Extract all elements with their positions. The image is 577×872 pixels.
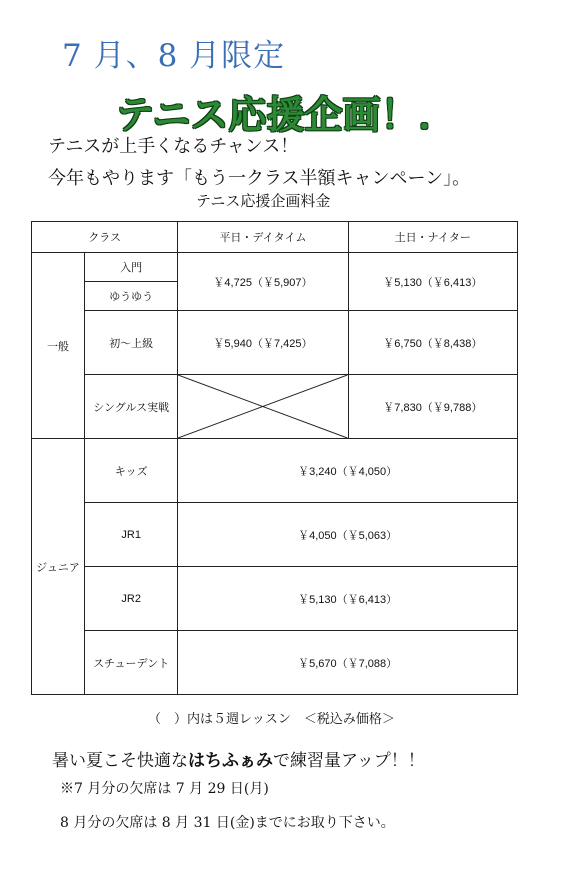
header-class: クラス bbox=[32, 222, 178, 253]
table-row bbox=[32, 631, 518, 695]
table-row bbox=[32, 439, 518, 503]
price-singles-night: ￥7,830（￥9,788） bbox=[348, 375, 517, 439]
table-row bbox=[32, 503, 518, 567]
price-jr1: ￥4,050（￥5,063） bbox=[178, 503, 518, 567]
table-note: （ ）内は５週レッスン ＜税込み価格＞ bbox=[148, 712, 395, 727]
headline: テニス応援企画！． bbox=[116, 92, 457, 137]
header-weekend-night: 土日・ナイター bbox=[348, 222, 517, 253]
class-jr1: JR1 bbox=[85, 503, 178, 567]
promo-brand: はちふぁみ bbox=[188, 751, 273, 771]
intro-line-2: 今年もやります「もう一クラス半額キャンペーン」。 bbox=[48, 168, 471, 189]
class-nyumon: 入門 bbox=[85, 253, 178, 282]
class-kids: キッズ bbox=[85, 439, 178, 503]
absence-note-august: 8 月分の欠席は 8 月 31 日(金)までにお取り下さい。 bbox=[60, 815, 395, 831]
price-beginner-night: ￥5,130（￥6,413） bbox=[348, 253, 517, 311]
class-yuyu: ゆうゆう bbox=[85, 282, 178, 311]
price-kids: ￥3,240（￥4,050） bbox=[178, 439, 518, 503]
promo-line bbox=[52, 746, 425, 771]
table-caption: テニス応援企画料金 bbox=[196, 192, 331, 210]
heading-limited: 7 月、8 月限定 bbox=[62, 38, 286, 74]
intro-line-1: テニスが上手くなるチャンス！ bbox=[48, 136, 299, 157]
fee-table bbox=[31, 221, 518, 695]
class-jr2: JR2 bbox=[85, 567, 178, 631]
price-beginner-day: ￥4,725（￥5,907） bbox=[178, 253, 348, 311]
class-student: スチューデント bbox=[85, 631, 178, 695]
table-row bbox=[32, 375, 518, 439]
table-header-row bbox=[32, 222, 518, 253]
price-joukyu-day: ￥5,940（￥7,425） bbox=[178, 311, 348, 375]
absence-note-july: ※7 月分の欠席は 7 月 29 日(月) bbox=[60, 781, 269, 797]
group-general: 一般 bbox=[32, 253, 85, 439]
table-row bbox=[32, 311, 518, 375]
header-weekday-daytime: 平日・デイタイム bbox=[178, 222, 348, 253]
class-singles: シングルス実戦 bbox=[85, 375, 178, 439]
price-jr2: ￥5,130（￥6,413） bbox=[178, 567, 518, 631]
promo-post: で練習量アップ！！ bbox=[273, 751, 425, 771]
price-student: ￥5,670（￥7,088） bbox=[178, 631, 518, 695]
promo-pre: 暑い夏こそ快適な bbox=[52, 751, 188, 771]
cross-mark-icon bbox=[178, 375, 347, 438]
table-row bbox=[32, 567, 518, 631]
group-junior: ジュニア bbox=[32, 439, 85, 695]
not-available-cell bbox=[178, 375, 348, 439]
price-joukyu-night: ￥6,750（￥8,438） bbox=[348, 311, 517, 375]
class-joukyu: 初～上級 bbox=[85, 311, 178, 375]
table-row bbox=[32, 253, 518, 282]
